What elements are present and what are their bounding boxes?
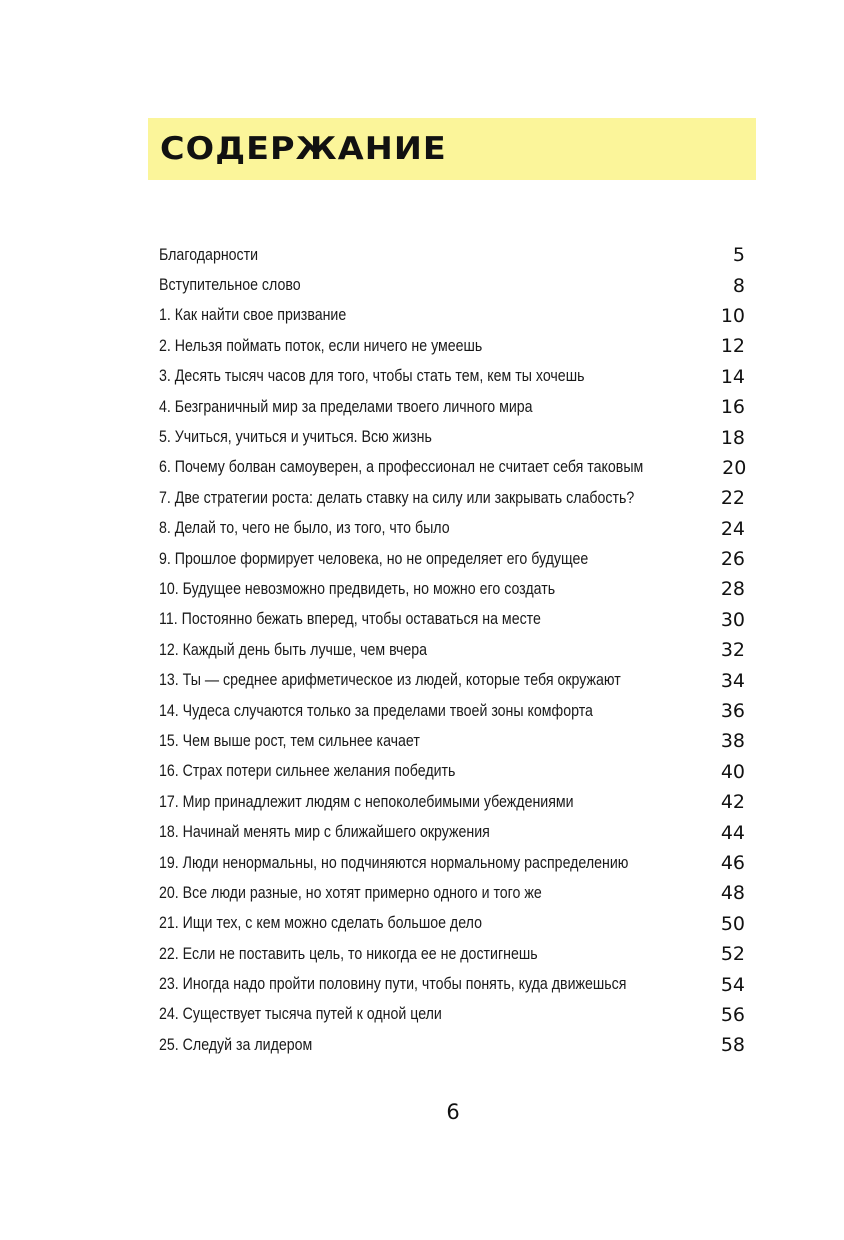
toc-entry-page: 36 bbox=[720, 700, 745, 723]
toc-entry-title: 18. Начинай менять мир с ближайшего окружения bbox=[159, 823, 490, 842]
toc-entry bbox=[159, 696, 745, 726]
toc-entry bbox=[159, 362, 745, 392]
toc-entry bbox=[159, 757, 745, 787]
toc-entry-title: 14. Чудеса случаются только за пределами твоей зоны комфорта bbox=[159, 701, 593, 720]
toc-entry-page: 28 bbox=[720, 578, 745, 601]
toc-entry bbox=[159, 665, 745, 695]
toc-entry bbox=[159, 605, 745, 635]
toc-entry bbox=[159, 483, 745, 513]
toc-entry-page: 58 bbox=[720, 1034, 745, 1057]
toc-entry-title: 5. Учиться, учиться и учиться. Всю жизнь bbox=[159, 428, 432, 447]
toc-entry bbox=[159, 240, 745, 270]
toc-entry bbox=[159, 301, 745, 331]
toc-entry-title: 25. Следуй за лидером bbox=[159, 1035, 313, 1054]
toc-entry-page: 52 bbox=[720, 943, 745, 966]
toc-entry-page: 42 bbox=[720, 791, 745, 814]
toc-entry-title: 12. Каждый день быть лучше, чем вчера bbox=[159, 640, 428, 659]
toc-entry-page: 56 bbox=[720, 1003, 745, 1026]
toc-entry-title: 7. Две стратегии роста: делать ставку на силу или закрывать слабость? bbox=[159, 488, 635, 507]
toc-entry-title: 1. Как найти свое призвание bbox=[159, 306, 347, 325]
toc-entry-page: 32 bbox=[720, 639, 745, 662]
toc-entry-title: 22. Если не поставить цель, то никогда ее не достигнешь bbox=[159, 944, 538, 963]
toc-entry bbox=[159, 331, 745, 361]
toc-entry-page: 20 bbox=[722, 456, 747, 479]
toc-entry-page: 48 bbox=[720, 882, 745, 905]
toc-entry-title: 2. Нельзя поймать поток, если ничего не умеешь bbox=[159, 336, 483, 355]
toc-entry-title: Благодарности bbox=[159, 245, 259, 264]
toc-entry bbox=[159, 909, 745, 939]
title-banner bbox=[148, 118, 756, 180]
toc-entry bbox=[159, 574, 745, 604]
toc-entry-page: 24 bbox=[720, 517, 745, 540]
toc-entry-page: 34 bbox=[720, 669, 745, 692]
toc-entry bbox=[159, 726, 745, 756]
toc-entry-page: 26 bbox=[720, 548, 745, 571]
toc-entry-title: 17. Мир принадлежит людям с непоколебимыми убеждениями bbox=[159, 792, 574, 811]
toc-entry-page: 12 bbox=[720, 335, 745, 358]
toc-entry-title: 21. Ищи тех, с кем можно сделать большое дело bbox=[159, 914, 482, 933]
toc-entry-title: 23. Иногда надо пройти половину пути, чтобы понять, куда движешься bbox=[159, 975, 627, 994]
toc-entry-title: 10. Будущее невозможно предвидеть, но можно его создать bbox=[159, 579, 556, 598]
toc-entry-title: 15. Чем выше рост, тем сильнее качает bbox=[159, 731, 420, 750]
page-title: СОДЕРЖАНИЕ bbox=[160, 131, 447, 167]
toc-entry-title: 8. Делай то, чего не было, из того, что было bbox=[159, 519, 450, 538]
toc-entry bbox=[159, 422, 745, 452]
toc-entry-title: 20. Все люди разные, но хотят примерно одного и того же bbox=[159, 883, 542, 902]
toc-entry-page: 40 bbox=[720, 760, 745, 783]
toc-entry-page: 5 bbox=[732, 244, 745, 267]
toc-entry bbox=[159, 817, 745, 847]
toc-entry bbox=[159, 848, 745, 878]
toc-entry bbox=[159, 1000, 745, 1030]
toc-entry bbox=[159, 270, 745, 300]
toc-entry-title: 3. Десять тысяч часов для того, чтобы стать тем, кем ты хочешь bbox=[159, 367, 585, 386]
toc-entry-page: 50 bbox=[720, 912, 745, 935]
toc-entry-title: Вступительное слово bbox=[159, 276, 301, 295]
toc-entry bbox=[159, 1030, 745, 1060]
toc-entry bbox=[159, 544, 745, 574]
toc-entry-page: 38 bbox=[720, 730, 745, 753]
toc-entry bbox=[159, 939, 745, 969]
toc-entry-page: 8 bbox=[732, 274, 745, 297]
toc-entry-title: 9. Прошлое формирует человека, но не определяет его будущее bbox=[159, 549, 589, 568]
toc-entry-page: 16 bbox=[720, 396, 745, 419]
toc-entry-title: 4. Безграничный мир за пределами твоего личного мира bbox=[159, 397, 533, 416]
toc-entry-page: 44 bbox=[720, 821, 745, 844]
toc-entry-page: 22 bbox=[720, 487, 745, 510]
toc-entry-title: 16. Страх потери сильнее желания победить bbox=[159, 762, 456, 781]
toc-entry-title: 19. Люди ненормальны, но подчиняются нормальному распределению bbox=[159, 853, 629, 872]
page-number: 6 bbox=[446, 1100, 460, 1124]
toc-entry-title: 13. Ты — среднее арифметическое из людей, которые тебя окружают bbox=[159, 671, 621, 690]
toc-entry-page: 10 bbox=[720, 304, 745, 327]
toc-entry bbox=[159, 635, 745, 665]
toc-entry bbox=[159, 969, 745, 999]
toc-entry-page: 30 bbox=[720, 608, 745, 631]
toc-entry-title: 11. Постоянно бежать вперед, чтобы оставаться на месте bbox=[159, 610, 541, 629]
toc-entry-title: 24. Существует тысяча путей к одной цели bbox=[159, 1005, 442, 1024]
toc-entry bbox=[159, 878, 745, 908]
toc-entry-title: 6. Почему болван самоуверен, а профессионал не считает себя таковым bbox=[159, 458, 644, 477]
toc-entry bbox=[159, 514, 745, 544]
toc-entry-page: 14 bbox=[720, 365, 745, 388]
toc-entry bbox=[159, 392, 745, 422]
toc-entry bbox=[159, 787, 745, 817]
toc-entry-page: 54 bbox=[720, 973, 745, 996]
table-of-contents bbox=[159, 240, 745, 1061]
toc-entry-page: 46 bbox=[720, 852, 745, 874]
toc-entry-page: 18 bbox=[720, 426, 745, 449]
toc-entry bbox=[159, 453, 745, 483]
